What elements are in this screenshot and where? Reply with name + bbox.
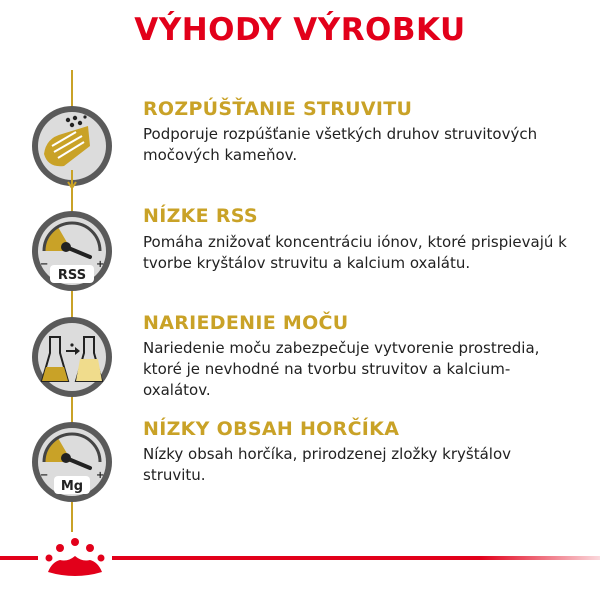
svg-text:+: + bbox=[96, 259, 105, 270]
benefit-heading: ROZPÚŠŤANIE STRUVITU bbox=[143, 98, 413, 120]
royal-canin-crown-logo bbox=[38, 532, 112, 584]
mg-icon-label: Mg bbox=[60, 479, 84, 494]
benefit-heading: NÍZKE RSS bbox=[143, 205, 258, 227]
svg-text:−: − bbox=[40, 470, 49, 481]
benefit-heading: NÍZKY OBSAH HORČÍKA bbox=[143, 418, 400, 440]
benefit-text: Pomáha znižovať koncentráciu iónov, ktoré prispievajú k tvorbe kryštálov struvitu a kalcium oxalátu. bbox=[143, 233, 567, 272]
benefit-text: Nízky obsah horčíka, prirodzenej zložky kryštálov struvitu. bbox=[143, 445, 512, 484]
svg-text:+: + bbox=[96, 470, 105, 481]
mg-gauge-icon bbox=[30, 420, 114, 504]
page-title: VÝHODY VÝROBKU bbox=[134, 12, 466, 48]
rss-icon-label: RSS bbox=[57, 268, 87, 283]
benefit-text: Podporuje rozpúšťanie všetkých druhov struvitových močových kameňov. bbox=[143, 125, 538, 164]
benefit-heading: NARIEDENIE MOČU bbox=[143, 312, 349, 334]
urine-dilution-flasks-icon bbox=[30, 315, 114, 399]
benefit-text: Nariedenie moču zabezpečuje vytvorenie prostredia, ktoré je nevhodné na tvorbu struvitov a kalcium-oxalátov. bbox=[143, 339, 540, 399]
struvite-crystal-icon bbox=[30, 104, 114, 188]
svg-text:−: − bbox=[40, 259, 49, 270]
rss-gauge-icon bbox=[30, 209, 114, 293]
